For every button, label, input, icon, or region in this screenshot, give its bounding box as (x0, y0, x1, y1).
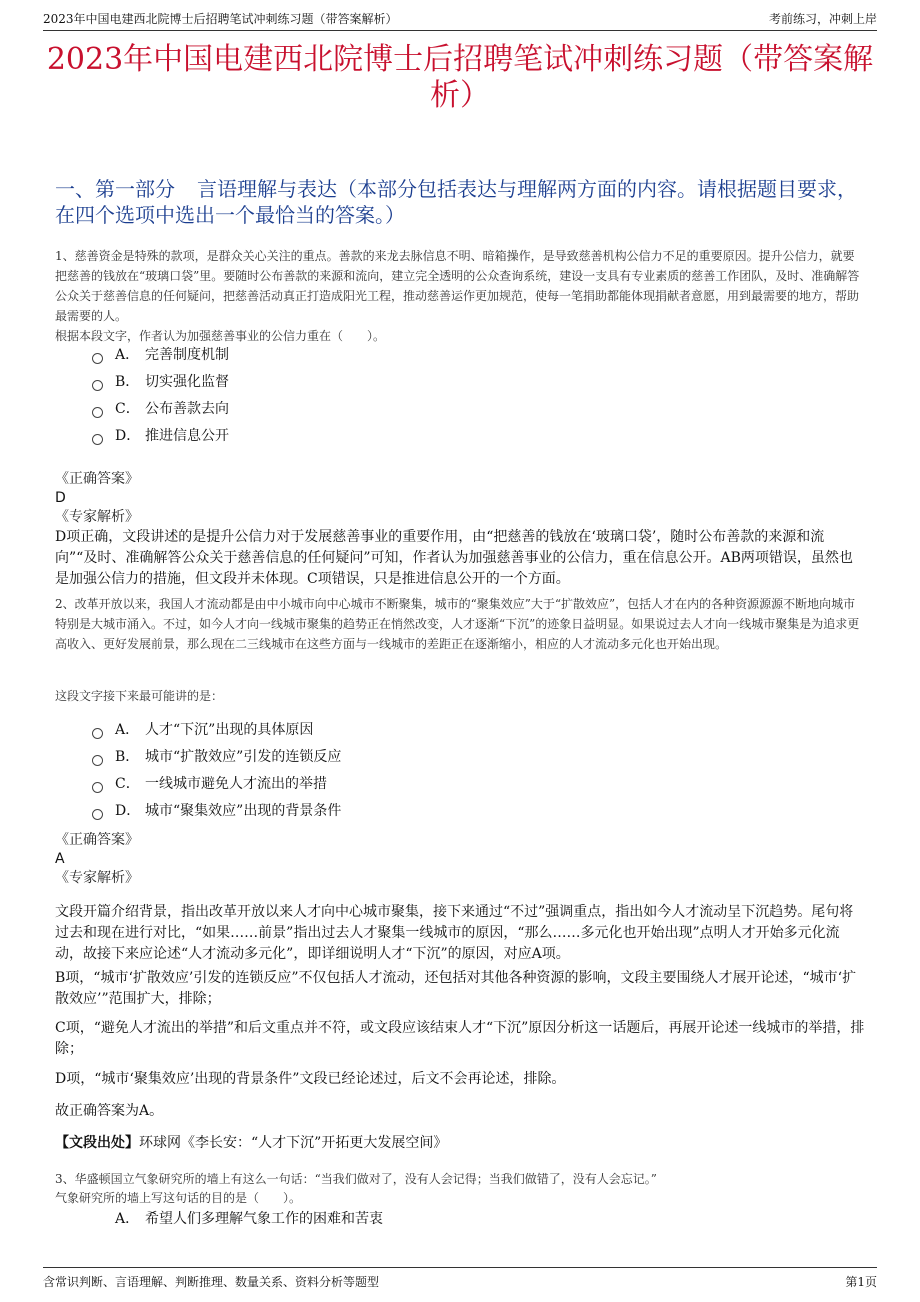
q2-analysis-p3: C项，“避免人才流出的举措”和后文重点并不符，或文段应该结束人才“下沉”原因分析这一话题后，再展开论述一线城市的举措，排除； (55, 1020, 865, 1057)
q1-passage: 1、慈善资金是特殊的款项，是群众关心关注的重点。善款的来龙去脉信息不明、暗箱操作，是导致慈善机构公信力不足的重要原因。提升公信力，就要把慈善的钱放在“玻璃口袋”里。要随时公布善款的来源和流向，建立完全透明的公众查询系统，建设一支具有专业素质的慈善工作团队，及时、准确解答公众关于慈善信息的任何疑问，把慈善活动真正打造成阳光工程，推动慈善运作更加规范，使每一笔捐助都能体现捐献者意愿，用到最需要的地方，帮助最需要的人。 (55, 249, 860, 323)
q3-option-a[interactable]: A． 希望人们多理解气象工作的困难和苦衷 (115, 1211, 383, 1227)
q1-option-b[interactable]: B． 切实强化监督 (92, 369, 229, 396)
q2-passage: 2、改革开放以来，我国人才流动都是由中小城市向中心城市不断聚集，城市的“聚集效应”大于“扩散效应”，包括人才在内的各种资源源源不断地向城市特别是大城市涌入。不过，如今人才向一线城市聚集的趋势正在悄然改变，人才逐渐“下沉”的迹象日益明显。如果说过去人才向一线城市聚集是为追求更高收入、更好发展前景，那么现在二三线城市在这些方面与一线城市的差距正在逐渐缩小，相应的人才流动多元化也开始出现。 (55, 597, 860, 651)
q2-analysis-p5: 故正确答案为A。 (55, 1103, 164, 1119)
header-slogan: 考前练习，冲刺上岸 (768, 12, 877, 26)
q3-stem: 气象研究所的墙上写这句话的目的是（ ）。 (55, 1191, 302, 1205)
page-header (43, 0, 877, 31)
q2-answer: A (55, 851, 65, 867)
q2-options (92, 717, 341, 825)
q3-options (92, 1206, 383, 1233)
radio-icon[interactable] (92, 380, 103, 391)
q1-option-d[interactable]: D． 推进信息公开 (92, 423, 229, 450)
q1-answer: D (55, 490, 66, 506)
header-doc-title: 2023年中国电建西北院博士后招聘笔试冲刺练习题（带答案解析） (43, 12, 398, 26)
q2-option-d[interactable]: D． 城市“聚集效应”出现的背景条件 (92, 798, 341, 825)
q2-source (55, 1133, 865, 1154)
q2-option-b[interactable]: B． 城市“扩散效应”引发的连锁反应 (92, 744, 341, 771)
q2-answer-label: 《正确答案》 (55, 832, 139, 848)
q2-source-text: 环球网《李长安：“人才下沉”开拓更大发展空间》 (139, 1135, 448, 1151)
section-heading (55, 176, 865, 228)
q2-analysis-label: 《专家解析》 (55, 870, 139, 886)
page-footer (43, 1267, 877, 1290)
radio-icon[interactable] (92, 353, 103, 364)
q2-analysis-p2: B项，“城市‘扩散效应’引发的连锁反应”不仅包括人才流动，还包括对其他各种资源的影响，文段主要围绕人才展开论述，“城市‘扩散效应’”范围扩大，排除； (55, 970, 857, 1007)
q2-stem: 这段文字接下来最可能讲的是： (55, 689, 224, 703)
radio-icon[interactable] (92, 728, 103, 739)
section-text: 言语理解与表达（本部分包括表达与理解两方面的内容。请根据题目要求，在四个选项中选出一个最恰当的答案。） (55, 177, 857, 227)
section-label: 一、第一部分 (55, 177, 175, 201)
q1-analysis: D项正确，文段讲述的是提升公信力对于发展慈善事业的重要作用，由“把慈善的钱放在‘玻璃口袋’，随时公布善款的来源和流向”“及时、准确解答公众关于慈善信息的任何疑问”可知，作者认为加强慈善事业的公信力，重在信息公开。AB两项错误，虽然也是加强公信力的措施，但文段并未体现。C项错误，只是推进信息公开的一个方面。 (55, 529, 853, 587)
radio-icon[interactable] (92, 434, 103, 445)
q1-analysis-label: 《专家解析》 (55, 509, 139, 525)
radio-icon[interactable] (92, 755, 103, 766)
q1-option-a[interactable]: A． 完善制度机制 (92, 342, 229, 369)
q2-source-label: 【文段出处】 (55, 1135, 139, 1151)
page-number: 第1页 (845, 1275, 877, 1289)
q1-option-c[interactable]: C． 公布善款去向 (92, 396, 229, 423)
document-title: 2023年中国电建西北院博士后招聘笔试冲刺练习题（带答案解析） (46, 42, 874, 113)
q2-analysis-p4: D项，“城市‘聚集效应’出现的背景条件”文段已经论述过，后文不会再论述，排除。 (55, 1071, 566, 1087)
q2-option-c[interactable]: C． 一线城市避免人才流出的举措 (92, 771, 341, 798)
radio-icon[interactable] (92, 407, 103, 418)
q3-passage: 3、华盛顿国立气象研究所的墙上有这么一句话：“当我们做对了，没有人会记得；当我们做错了，没有人会忘记。” (55, 1172, 657, 1186)
q2-analysis-p1: 文段开篇介绍背景，指出改革开放以来人才向中心城市聚集，接下来通过“不过”强调重点，指出如今人才流动呈下沉趋势。尾句将过去和现在进行对比，“如果……前景”指出过去人才聚集一线城市的原因，“那么……多元化也开始出现”点明人才开始多元化流动，故接下来应论述“人才流动多元化”，即详细说明人才“下沉”的原因，对应A项。 (55, 904, 854, 962)
radio-icon[interactable] (92, 809, 103, 820)
q1-stem: 根据本段文字，作者认为加强慈善事业的公信力重在（ ）。 (55, 329, 386, 343)
q2-option-a[interactable]: A． 人才“下沉”出现的具体原因 (92, 717, 341, 744)
footer-note: 含常识判断、言语理解、判断推理、数量关系、资料分析等题型 (43, 1275, 380, 1289)
radio-icon[interactable] (92, 782, 103, 793)
q1-options (92, 342, 229, 450)
q1-answer-label: 《正确答案》 (55, 471, 139, 487)
